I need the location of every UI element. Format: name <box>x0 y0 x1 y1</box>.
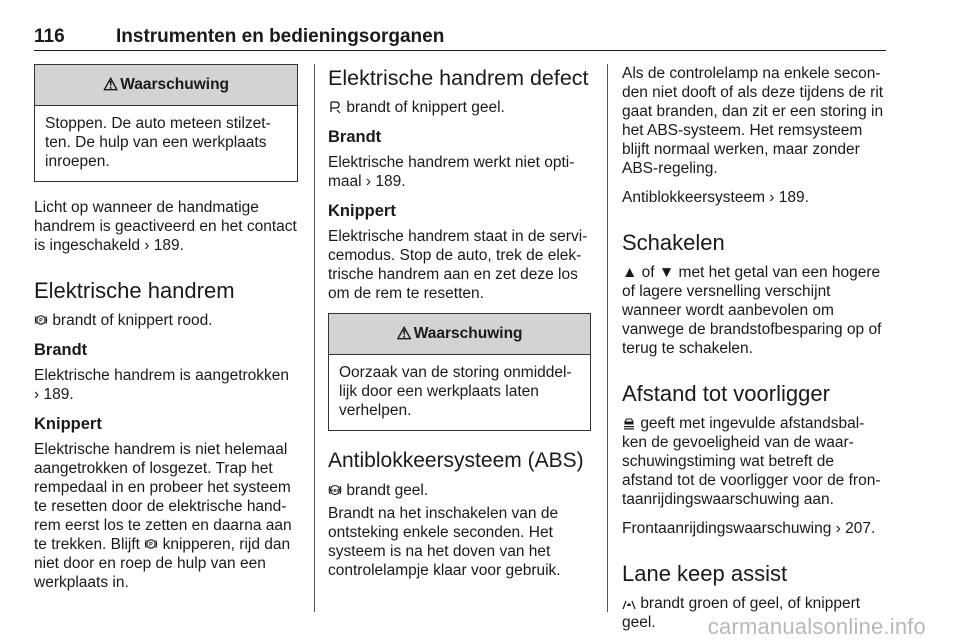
paragraph: ABS brandt geel. <box>328 481 591 500</box>
warning-box <box>34 64 298 182</box>
subheading: Brandt <box>34 341 88 359</box>
column-3 <box>622 64 888 642</box>
page-header <box>34 24 886 51</box>
paragraph: Frontaanrijdingswaarschuwing › 207. <box>622 520 876 537</box>
column-divider <box>314 64 315 612</box>
column-1 <box>34 64 298 602</box>
paragraph: Elektrische handrem staat in de servi-cemodus. Stop de auto, trek de elek-trische handrem aan en zet deze los om de rem te resetten. <box>328 228 588 302</box>
svg-text:P: P <box>39 318 43 325</box>
abs-icon <box>328 483 342 497</box>
warning-body: Oorzaak van de storing onmiddel-lijk door een werkplaats laten verhelpen. <box>339 364 572 419</box>
paragraph: Licht op wanneer de handmatige handrem is geactiveerd en het contact is ingeschakeld › 189. <box>34 199 297 254</box>
svg-text:ABS: ABS <box>330 487 340 493</box>
paragraph: Elektrische handrem is aangetrokken › 189. <box>34 367 290 403</box>
section-heading: Schakelen <box>622 230 725 255</box>
section-heading: Antiblokkeersysteem (ABS) <box>328 449 584 472</box>
paragraph: brandt of knippert geel. <box>328 98 591 117</box>
chapter-title: Instrumenten en bedieningsorganen <box>116 26 445 47</box>
section-heading: Elektrische handrem <box>34 278 235 303</box>
paragraph: P brandt of knippert rood. <box>34 311 298 330</box>
column-2 <box>328 64 591 590</box>
subheading: Knippert <box>328 202 396 220</box>
column-divider <box>607 64 608 612</box>
watermark: carmanualsonline.info <box>707 614 926 639</box>
parking-brake-icon <box>144 537 158 551</box>
warning-body: Stoppen. De auto meteen stilzet-ten. De hulp van een werkplaats inroepen. <box>45 115 271 170</box>
paragraph: Elektrische handrem werkt niet opti-maal › 189. <box>328 154 575 190</box>
paragraph: geeft met ingevulde afstandsbal-ken de gevoeligheid van de waar-schuwingstiming wat betreft de afstand tot de voorligger voor de fron-taanrijdingswaarschuwing aan. <box>622 415 881 508</box>
warning-triangle-icon: ⚠ <box>102 75 119 94</box>
paragraph: Als de controlelamp na enkele secon-den niet dooft of als deze tijdens de rit gaat branden, dan zit er een storing in het ABS-systeem. Het remsysteem blijft normaal werken, maar zonder ABS-regeling. <box>622 65 884 177</box>
warning-header <box>35 65 297 106</box>
subheading: Knippert <box>34 415 102 433</box>
subheading: Brandt <box>328 128 382 146</box>
section-heading: Afstand tot voorligger <box>622 381 830 406</box>
warning-box <box>328 313 591 431</box>
paragraph: ▲ of ▼ met het getal van een hogere of lagere versnelling verschijnt wanneer wordt aanbevolen om vanwege de brandstofbesparing op of terug te schakelen. <box>622 264 882 357</box>
section-heading: Lane keep assist <box>622 561 788 586</box>
paragraph: Antiblokkeersysteem › 189. <box>622 189 809 206</box>
parking-brake-icon <box>34 313 48 327</box>
svg-text:P: P <box>149 542 154 549</box>
parking-brake-fault-icon <box>328 100 342 114</box>
page-number: 116 <box>34 26 65 47</box>
following-distance-icon <box>622 416 636 430</box>
paragraph: brandt groen of geel, of knippert geel. <box>622 595 861 631</box>
warning-header <box>329 314 590 355</box>
warning-title: Waarschuwing <box>413 325 523 342</box>
warning-triangle-icon: ⚠ <box>396 324 412 343</box>
paragraph: Elektrische handrem is niet helemaal aangetrokken of losgezet. Trap het rempedaal in en probeer het systeem te resetten door de elektrische hand-rem eerst los te zetten en daarna aan te trekken. Blijft P knipperen, rijd dan niet door en roep de hulp van een werkplaats in. <box>34 441 292 591</box>
section-heading: Elektrische handrem defect <box>328 66 589 90</box>
warning-title: Waarschuwing <box>120 76 230 93</box>
paragraph: Brandt na het inschakelen van de ontsteking enkele seconden. Het systeem is na het doven van het controlelampje klaar voor gebruik. <box>328 505 561 579</box>
lane-keep-icon <box>622 596 636 610</box>
